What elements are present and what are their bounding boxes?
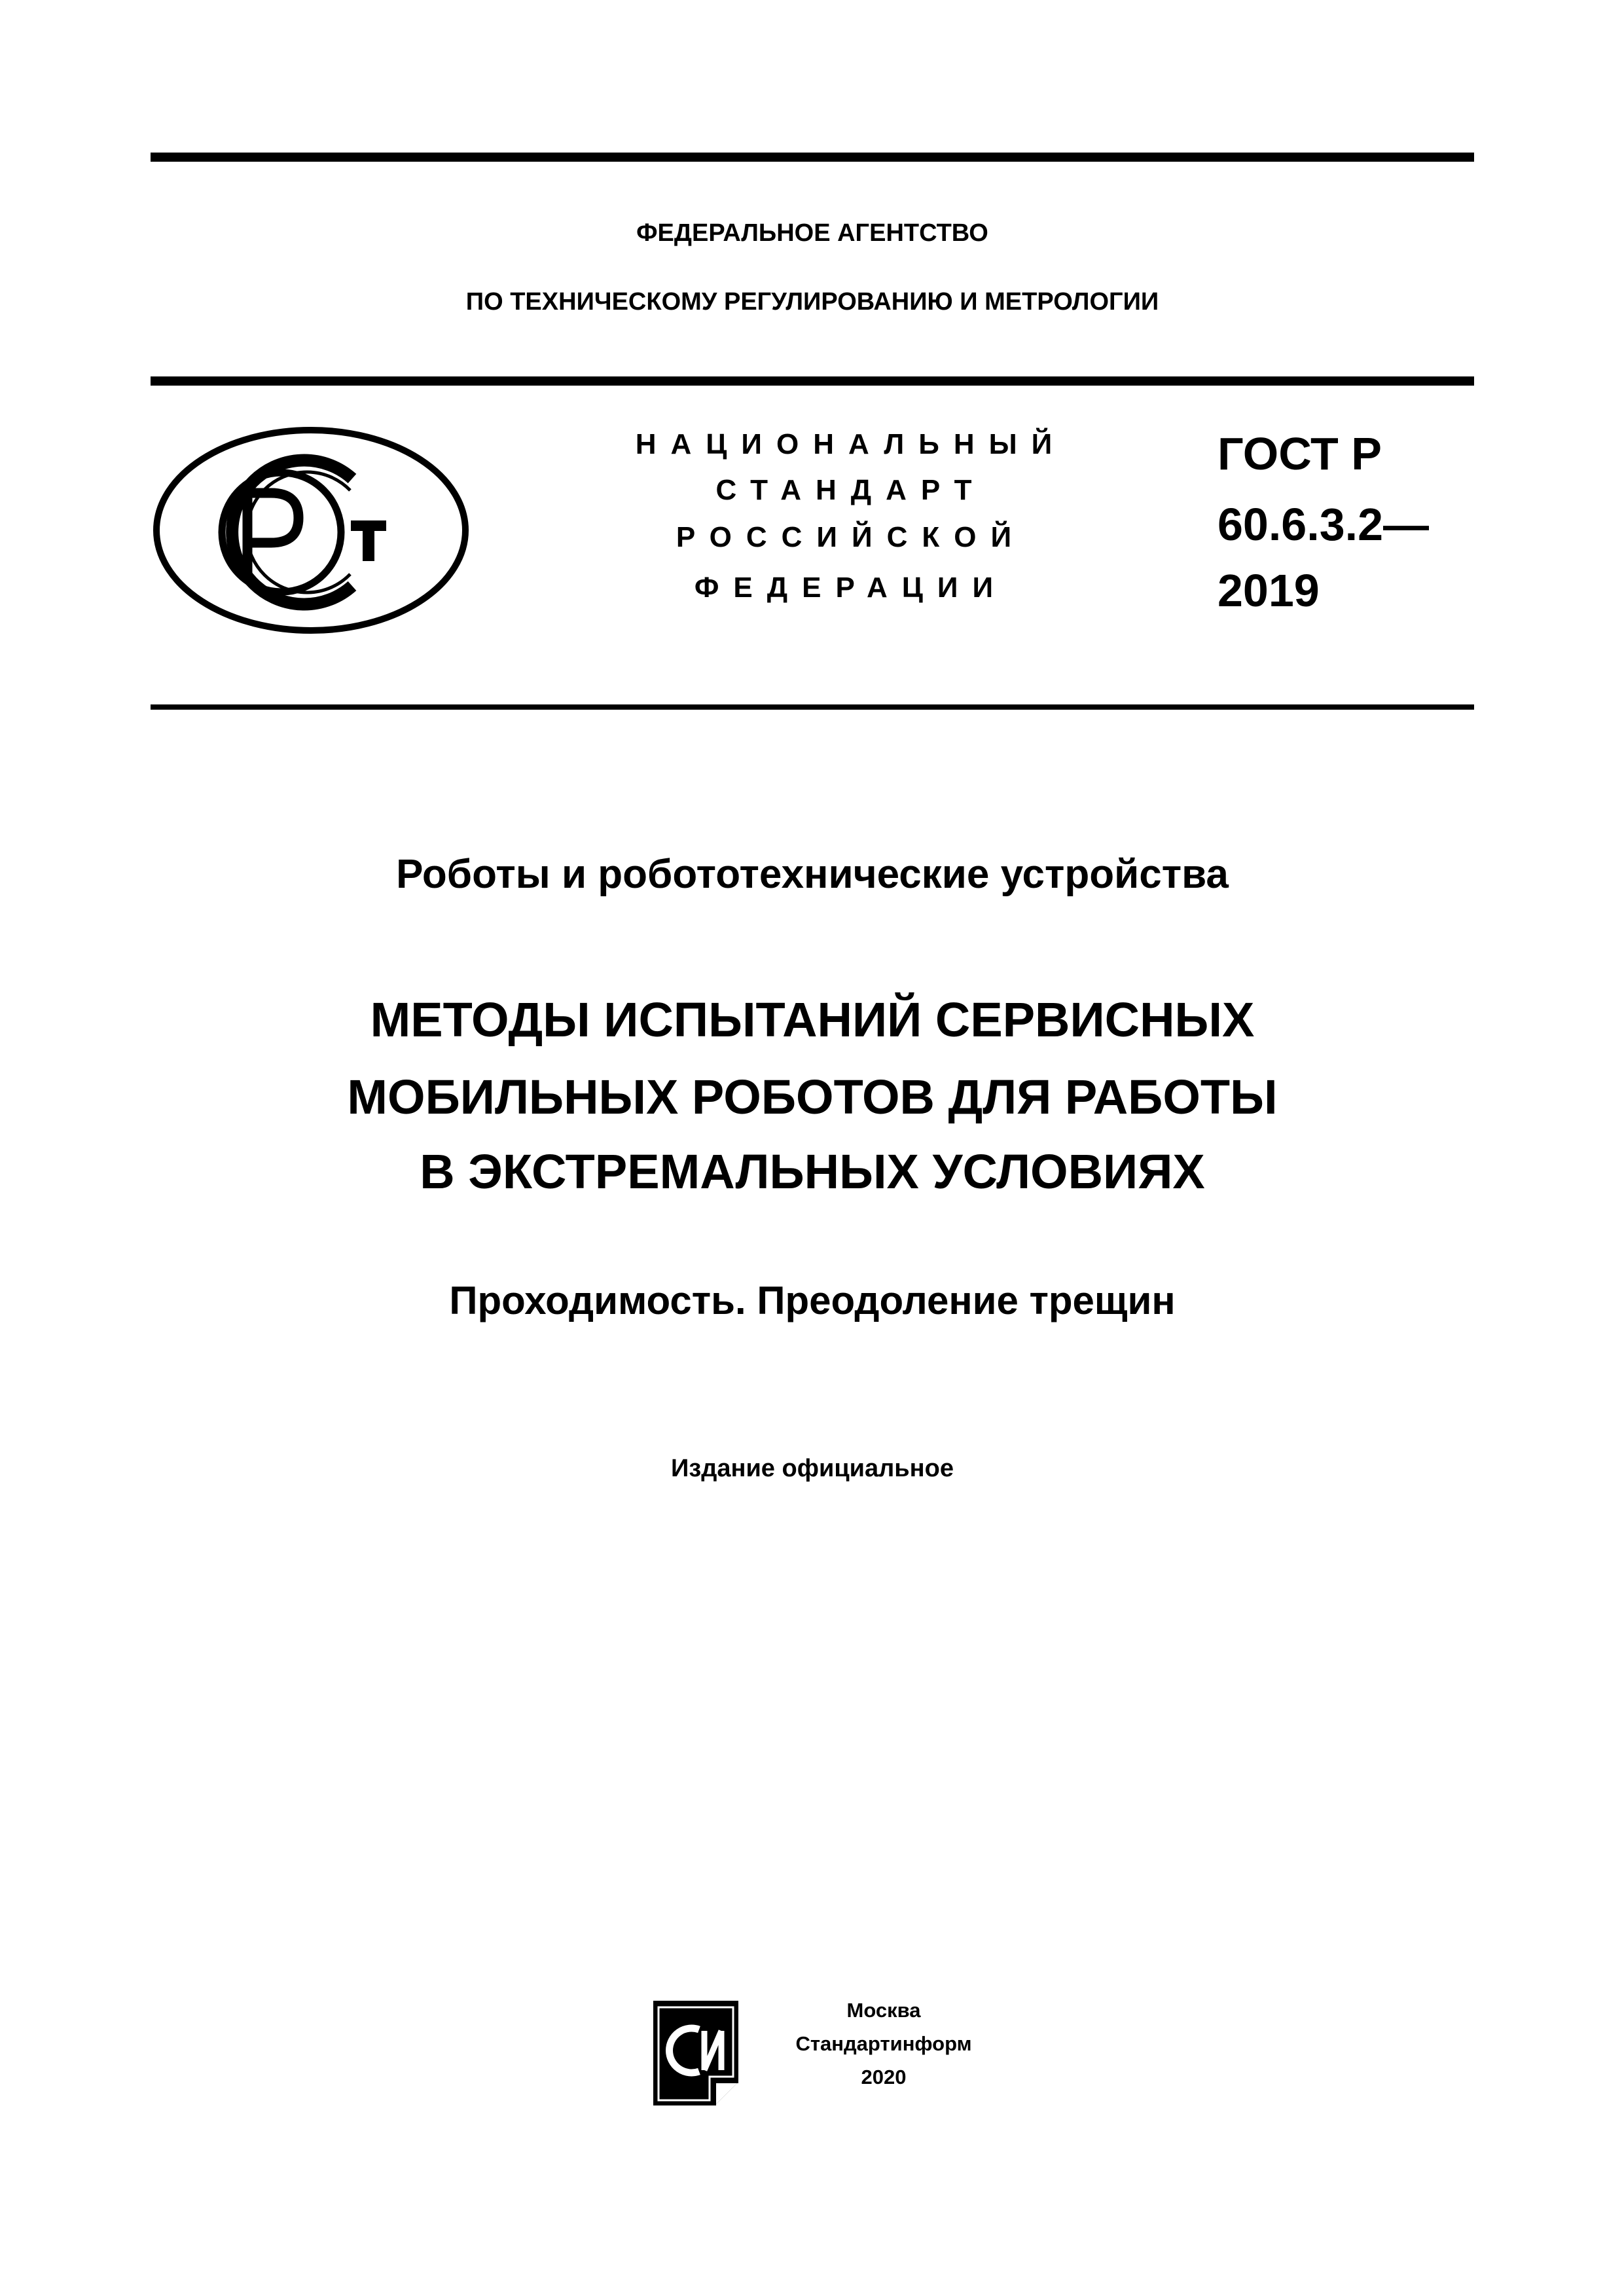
document-title-line: МЕТОДЫ ИСПЫТАНИЙ СЕРВИСНЫХ: [370, 993, 1255, 1047]
agency-line-2: ПО ТЕХНИЧЕСКОМУ РЕГУЛИРОВАНИЮ И МЕТРОЛОГИИ: [465, 288, 1159, 316]
header-top-rule: [151, 376, 1474, 386]
publication-year: 2020: [861, 2066, 907, 2088]
document-subject: Роботы и робототехнические устройства: [396, 852, 1229, 897]
agency-line-1: ФЕДЕРАЛЬНОЕ АГЕНТСТВО: [636, 219, 988, 247]
header-bottom-rule: [151, 704, 1474, 710]
document-title-line: В ЭКСТРЕМАЛЬНЫХ УСЛОВИЯХ: [420, 1144, 1205, 1199]
national-standard-line: НАЦИОНАЛЬНЫЙ: [635, 428, 1067, 460]
standard-designation-line: 2019: [1218, 565, 1320, 616]
standartinform-logo-icon: [649, 1997, 742, 2109]
top-rule: [151, 153, 1474, 162]
document-title-line: МОБИЛЬНЫХ РОБОТОВ ДЛЯ РАБОТЫ: [347, 1070, 1278, 1124]
national-standard-line: СТАНДАРТ: [715, 474, 986, 506]
document-subtitle: Проходимость. Преодоление трещин: [449, 1279, 1176, 1322]
standard-designation-line: ГОСТ Р: [1218, 428, 1382, 479]
standard-designation-line: 60.6.3.2—: [1218, 499, 1429, 550]
edition-label: Издание официальное: [671, 1455, 954, 1482]
publisher-city: Москва: [846, 1999, 921, 2022]
national-standard-line: РОССИЙСКОЙ: [676, 521, 1026, 553]
national-standard-line: ФЕДЕРАЦИИ: [694, 572, 1008, 604]
publisher-name: Стандартинформ: [795, 2032, 972, 2055]
rst-emblem-icon: [151, 422, 471, 638]
